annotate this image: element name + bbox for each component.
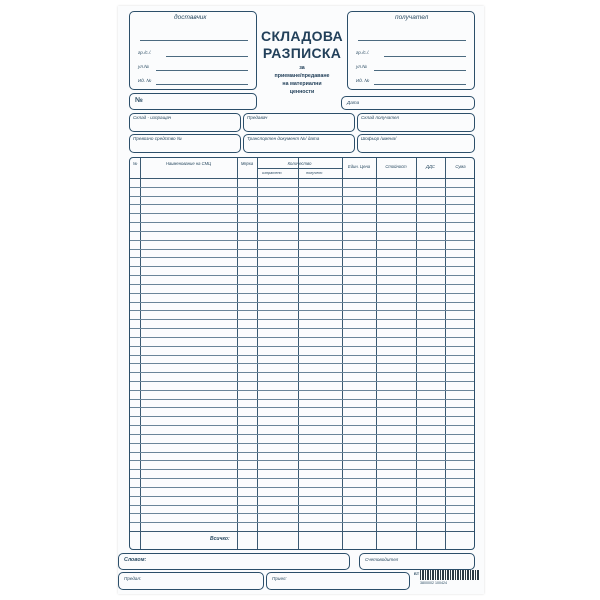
barcode-text: 3800002 100424 <box>420 581 447 585</box>
date-label: Дата <box>347 100 360 105</box>
table-row[interactable] <box>130 460 474 461</box>
table-row[interactable] <box>130 213 474 214</box>
recipient-id-label: Ид. № <box>356 78 370 83</box>
table-row[interactable] <box>130 513 474 514</box>
date-box[interactable] <box>341 96 475 110</box>
title-line-1: СКЛАДОВА <box>261 28 343 44</box>
supplier-street-input[interactable] <box>156 70 248 71</box>
receiving-warehouse-box[interactable] <box>357 113 475 132</box>
warehouse-receipt-form <box>118 6 484 594</box>
items-table <box>129 157 475 550</box>
recipient-box <box>347 11 475 90</box>
table-row[interactable] <box>130 257 474 258</box>
recipient-line-1[interactable] <box>358 40 466 41</box>
handed-by-label: Предавач <box>247 115 268 120</box>
title-line-2: РАЗПИСКА <box>262 45 342 61</box>
subtitle-line-4: ценности <box>289 89 315 95</box>
table-row[interactable] <box>130 522 474 523</box>
table-row[interactable] <box>130 372 474 373</box>
number-box[interactable] <box>129 93 257 110</box>
col-subheader-received: получено <box>306 171 323 175</box>
table-row[interactable] <box>130 310 474 311</box>
supplier-header: доставчик <box>174 14 207 21</box>
table-row[interactable] <box>130 443 474 444</box>
table-row[interactable] <box>130 363 474 364</box>
received-signature-box[interactable] <box>266 572 410 590</box>
table-row[interactable] <box>130 275 474 276</box>
barcode-image <box>420 570 480 580</box>
vehicle-label: Превозно средство № <box>133 136 182 141</box>
recipient-city-input[interactable] <box>384 56 466 57</box>
total-label: Всичко: <box>210 536 230 542</box>
col-header-unit-price: Един. Цена <box>347 164 371 169</box>
col-header-unit: Мярка <box>240 161 254 166</box>
number-label: № <box>135 97 143 104</box>
col-header-number: № <box>132 161 138 166</box>
table-row[interactable] <box>130 319 474 320</box>
supplier-city-input[interactable] <box>166 56 248 57</box>
col-subheader-sent: изпратено <box>262 171 282 175</box>
supplier-box <box>129 11 257 90</box>
col-header-sum: Сума <box>455 164 466 169</box>
handed-by-box[interactable] <box>243 113 355 132</box>
table-row[interactable] <box>130 487 474 488</box>
recipient-header: получател <box>395 14 429 21</box>
table-row[interactable] <box>130 231 474 232</box>
sender-warehouse-label: Склад - изпращач <box>133 115 172 120</box>
supplier-id-label: Ид. № <box>138 78 152 83</box>
subtitle-line-1: за <box>299 65 305 71</box>
table-row[interactable] <box>130 399 474 400</box>
table-row[interactable] <box>130 452 474 453</box>
supplier-id-input[interactable] <box>156 84 248 85</box>
handed-signature-label: Предал: <box>124 576 142 581</box>
subtitle-line-2: приемане/предаване <box>274 73 330 79</box>
recipient-id-input[interactable] <box>374 84 466 85</box>
table-row[interactable] <box>130 478 474 479</box>
table-row[interactable] <box>130 425 474 426</box>
transport-doc-label: Транспортен документ №/ дата <box>247 136 320 141</box>
recipient-city-label: гр./с./. <box>356 50 370 55</box>
accountant-box[interactable] <box>359 553 475 570</box>
col-header-quantity: Количество <box>287 161 312 166</box>
supplier-line-1[interactable] <box>140 40 248 41</box>
table-row[interactable] <box>130 355 474 356</box>
receiving-warehouse-label: Склад получател <box>361 115 400 120</box>
table-row[interactable] <box>130 381 474 382</box>
recipient-street-label: ул.№ <box>356 64 368 69</box>
table-row[interactable] <box>130 434 474 435</box>
supplier-street-label: ул.№ <box>138 64 150 69</box>
quantity-divider <box>257 168 342 169</box>
driver-box[interactable] <box>357 134 475 153</box>
table-row[interactable] <box>130 204 474 205</box>
received-signature-label: Приел: <box>272 576 287 581</box>
table-row[interactable] <box>130 407 474 408</box>
supplier-city-label: гр./с./. <box>138 50 152 55</box>
driver-label: Шофьор /имена/ <box>361 136 397 141</box>
table-row[interactable] <box>130 302 474 303</box>
table-row[interactable] <box>130 187 474 188</box>
in-words-label: Словом: <box>124 557 147 563</box>
table-row[interactable] <box>130 240 474 241</box>
table-row[interactable] <box>130 328 474 329</box>
table-row[interactable] <box>130 337 474 338</box>
accountant-label: Счетоводител <box>365 557 399 562</box>
table-row[interactable] <box>130 469 474 470</box>
table-row[interactable] <box>130 505 474 506</box>
table-rows <box>130 178 474 531</box>
in-words-box[interactable] <box>118 553 350 570</box>
subtitle-line-3: на материални <box>282 81 322 87</box>
col-header-vat: ДДС <box>426 164 435 169</box>
vehicle-box[interactable] <box>129 134 241 153</box>
table-row[interactable] <box>130 222 474 223</box>
handed-signature-box[interactable] <box>118 572 264 590</box>
form-number: БТ <box>414 571 420 576</box>
table-row[interactable] <box>130 249 474 250</box>
col-header-value: Стойност <box>385 164 407 169</box>
table-row[interactable] <box>130 496 474 497</box>
subtitle <box>257 64 347 96</box>
table-row[interactable] <box>130 293 474 294</box>
table-row[interactable] <box>130 346 474 347</box>
transport-doc-box[interactable] <box>243 134 355 153</box>
table-row[interactable] <box>130 266 474 267</box>
col-header-name: Наименование на СМЦ <box>165 161 212 166</box>
table-row[interactable] <box>130 390 474 391</box>
title-block <box>257 20 347 110</box>
sender-warehouse-box[interactable] <box>129 113 241 132</box>
table-row[interactable] <box>130 196 474 197</box>
table-row[interactable] <box>130 284 474 285</box>
table-row[interactable] <box>130 416 474 417</box>
recipient-street-input[interactable] <box>374 70 466 71</box>
total-divider <box>130 531 474 532</box>
